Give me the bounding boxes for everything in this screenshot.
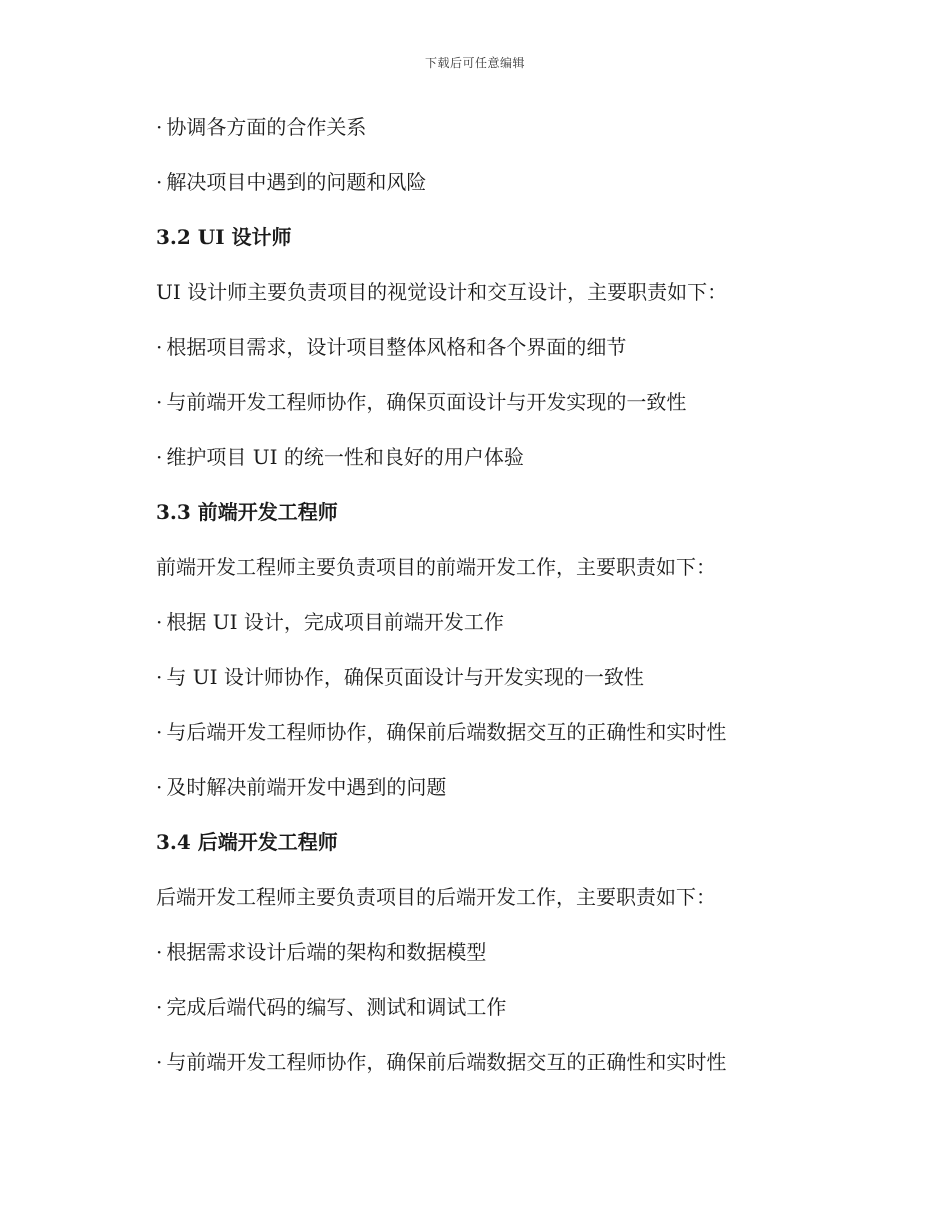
bullet-icon: · [156, 335, 163, 359]
list-item [156, 383, 836, 438]
bullet-icon: · [156, 445, 163, 469]
list-item-text: 与前端开发工程师协作，确保页面设计与开发实现的一致性 [166, 390, 687, 414]
list-item [156, 163, 836, 218]
list-item-text: 根据需求设计后端的架构和数据模型 [166, 940, 487, 964]
bullet-icon: · [156, 720, 163, 744]
header-note: 下载后可任意编辑 [424, 56, 525, 70]
bullet-icon: · [156, 940, 163, 964]
section-heading: 3.4 后端开发工程师 [156, 830, 338, 854]
list-item [156, 988, 836, 1043]
list-item-text: 解决项目中遇到的问题和风险 [166, 170, 427, 194]
list-item [156, 438, 836, 493]
paragraph: 后端开发工程师主要负责项目的后端开发工作，主要职责如下： [156, 885, 716, 909]
bullet-icon: · [156, 775, 163, 799]
list-item [156, 768, 836, 823]
list-item-text: 协调各方面的合作关系 [166, 115, 367, 139]
list-item [156, 328, 836, 383]
bullet-icon: · [156, 1050, 163, 1074]
bullet-icon: · [156, 665, 163, 689]
list-item-text: 维护项目 UI 的统一性和良好的用户体验 [166, 445, 524, 469]
list-item [156, 658, 836, 713]
paragraph: UI 设计师主要负责项目的视觉设计和交互设计，主要职责如下： [156, 280, 728, 304]
list-item [156, 603, 836, 658]
list-item-text: 完成后端代码的编写、测试和调试工作 [166, 995, 507, 1019]
list-item [156, 933, 836, 988]
section-heading: 3.3 前端开发工程师 [156, 500, 338, 524]
paragraph: 前端开发工程师主要负责项目的前端开发工作，主要职责如下： [156, 555, 716, 579]
bullet-icon: · [156, 115, 163, 139]
list-item-text: 根据项目需求，设计项目整体风格和各个界面的细节 [166, 335, 627, 359]
document-body [156, 108, 836, 1098]
section-heading: 3.2 UI 设计师 [156, 225, 292, 249]
list-item [156, 713, 836, 768]
list-item [156, 108, 836, 163]
list-item-text: 与后端开发工程师协作，确保前后端数据交互的正确性和实时性 [166, 720, 727, 744]
list-item-text: 与前端开发工程师协作，确保前后端数据交互的正确性和实时性 [166, 1050, 727, 1074]
bullet-icon: · [156, 995, 163, 1019]
list-item-text: 与 UI 设计师协作，确保页面设计与开发实现的一致性 [166, 665, 644, 689]
list-item-text: 及时解决前端开发中遇到的问题 [166, 775, 447, 799]
list-item-text: 根据 UI 设计，完成项目前端开发工作 [166, 610, 504, 634]
bullet-icon: · [156, 390, 163, 414]
bullet-icon: · [156, 610, 163, 634]
bullet-icon: · [156, 170, 163, 194]
list-item [156, 1043, 836, 1098]
